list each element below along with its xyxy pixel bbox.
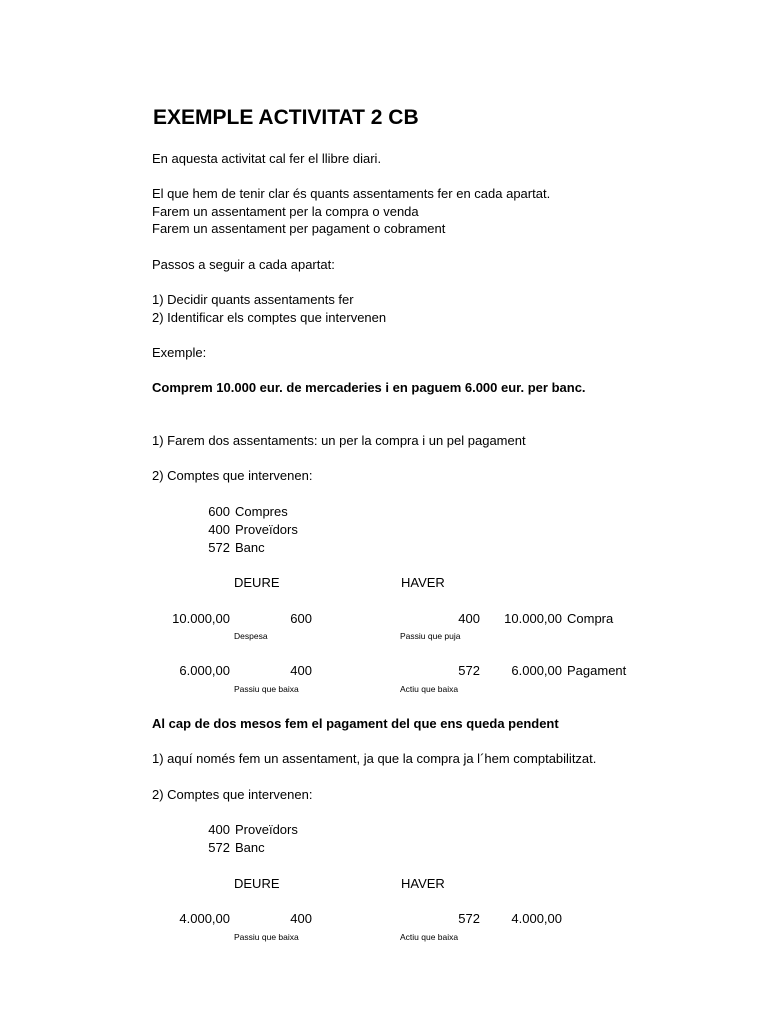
account-name: Proveïdors [235,522,298,537]
account-name: Compres [235,504,288,519]
debit-note: Passiu que baixa [234,684,299,694]
account-code: 572 [208,540,230,555]
account-name: Banc [235,540,265,555]
debit-account: 400 [290,663,312,678]
debit-account: 600 [290,611,312,626]
intro-text: En aquesta activitat cal fer el llibre diari. [152,151,382,166]
credit-note: Actiu que baixa [400,684,459,694]
step-item: 1) Decidir quants assentaments fer [152,292,354,307]
account-code: 400 [208,822,230,837]
haver-header: HAVER [401,876,445,891]
debit-note: Despesa [234,631,268,641]
credit-account: 572 [458,911,480,926]
debit-account: 400 [290,911,312,926]
example1-step1: 1) Farem dos assentaments: un per la compra i un pel pagament [152,433,526,448]
credit-account: 400 [458,611,480,626]
debit-amount: 4.000,00 [179,911,230,926]
account-name: Proveïdors [235,822,298,837]
page-title: EXEMPLE ACTIVITAT 2 CB [153,106,419,129]
haver-header: HAVER [401,575,445,590]
account-code: 572 [208,840,230,855]
credit-account: 572 [458,663,480,678]
example2-step2: 2) Comptes que intervenen: [152,787,313,802]
account-code: 600 [208,504,230,519]
example2-statement: Al cap de dos mesos fem el pagament del que ens queda pendent [152,716,559,731]
clarify-line: Farem un assentament per pagament o cobrament [152,221,446,236]
credit-amount: 4.000,00 [511,911,562,926]
credit-note: Actiu que baixa [400,932,459,942]
credit-amount: 6.000,00 [511,663,562,678]
example2-step1: 1) aquí només fem un assentament, ja que la compra ja l´hem comptabilitzat. [152,751,597,766]
credit-amount: 10.000,00 [504,611,562,626]
example-label: Exemple: [152,345,207,360]
account-name: Banc [235,840,265,855]
example1-step2: 2) Comptes que intervenen: [152,468,313,483]
debit-amount: 10.000,00 [172,611,230,626]
deure-header: DEURE [234,575,280,590]
clarify-line: El que hem de tenir clar és quants assentaments fer en cada apartat. [152,186,551,201]
entry-concept: Pagament [567,663,627,678]
account-code: 400 [208,522,230,537]
debit-amount: 6.000,00 [179,663,230,678]
deure-header: DEURE [234,876,280,891]
entry-concept: Compra [567,611,614,626]
step-item: 2) Identificar els comptes que intervenen [152,310,387,325]
debit-note: Passiu que baixa [234,932,299,942]
steps-heading: Passos a seguir a cada apartat: [152,257,335,272]
credit-note: Passiu que puja [400,631,461,641]
example1-statement: Comprem 10.000 eur. de mercaderies i en paguem 6.000 eur. per banc. [152,380,586,395]
clarify-line: Farem un assentament per la compra o venda [152,204,419,219]
